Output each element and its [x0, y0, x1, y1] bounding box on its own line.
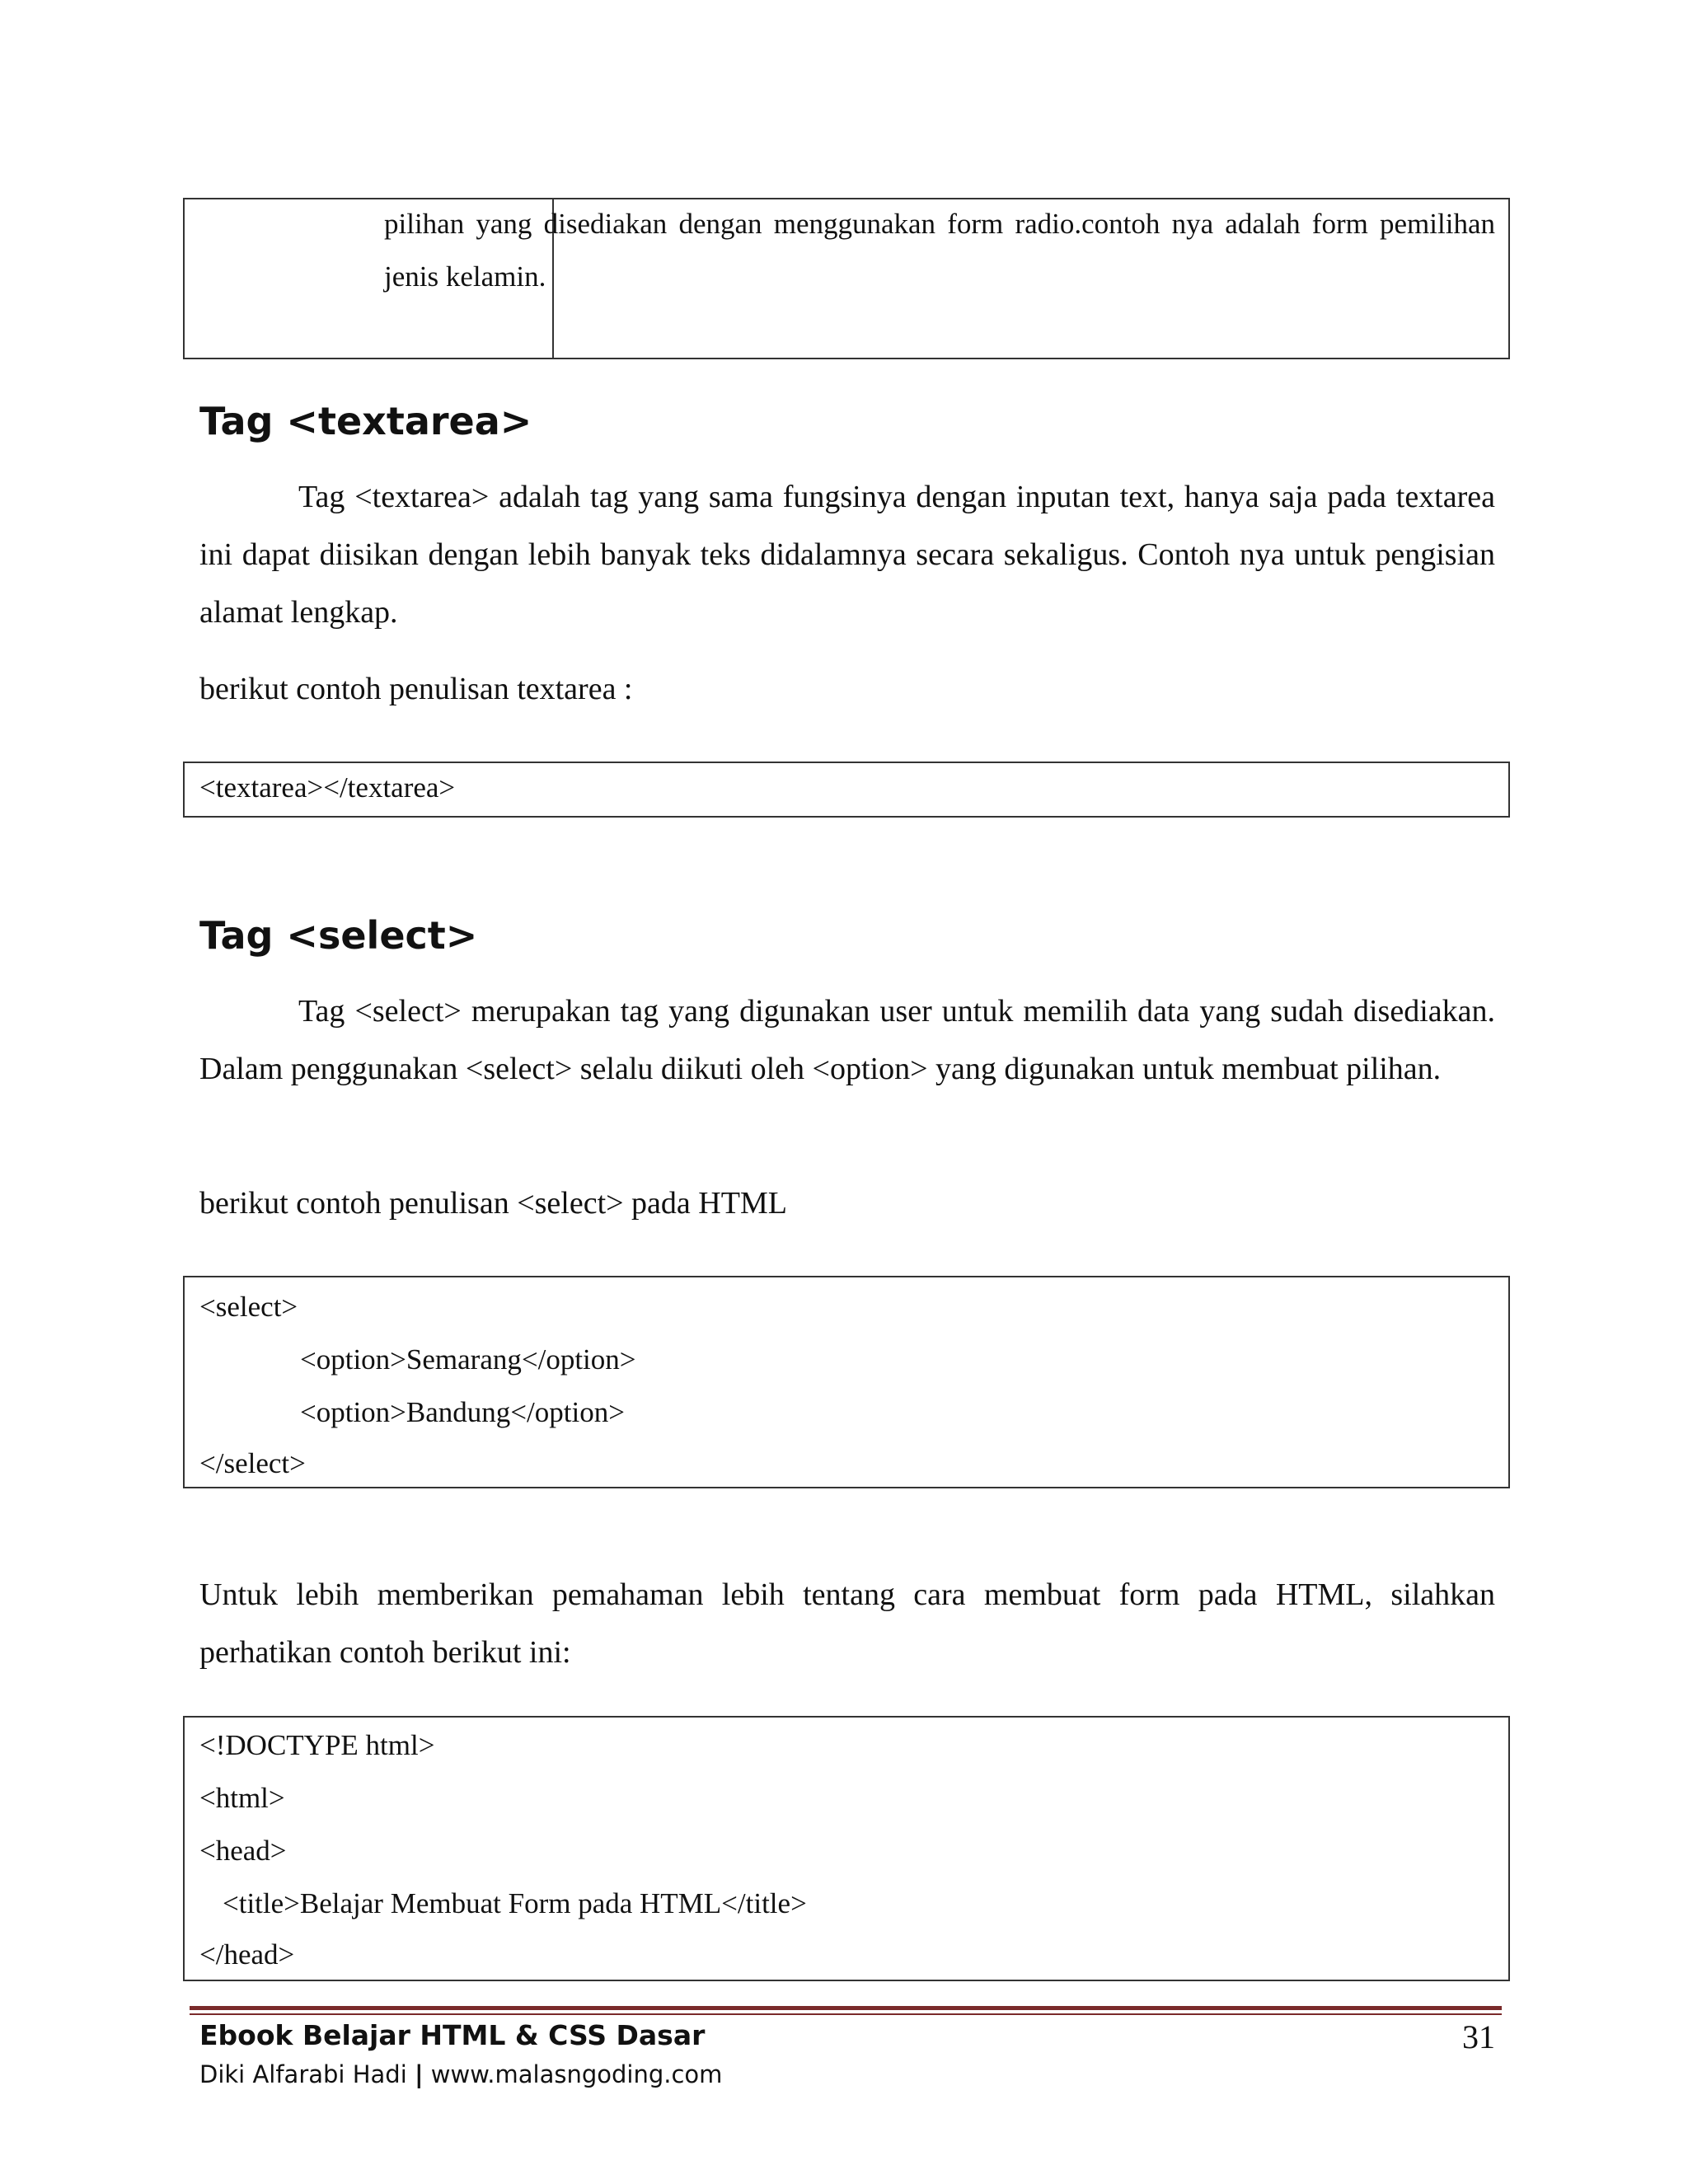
code-line: <select>	[199, 1291, 298, 1323]
form-paragraph: Untuk lebih memberikan pemahaman lebih tentang cara membuat form pada HTML, silahkan perhatikan contoh berikut ini:	[199, 1577, 1495, 1670]
table-cell-text: pilihan yang disediakan dengan menggunakan form radio.contoh nya adalah form pemilihan jenis kelamin.	[384, 208, 1495, 293]
textarea-heading: Tag <textarea>	[199, 399, 532, 443]
form-code-box	[183, 1716, 1510, 1981]
footer-author-line	[199, 2060, 722, 2088]
select-code-box	[183, 1276, 1510, 1488]
textarea-paragraph: Tag <textarea> adalah tag yang sama fungsinya dengan inputan text, hanya saja pada textarea ini dapat diisikan dengan lebih banyak teks didalamnya secara sekaligus. Contoh nya untuk pengisian alamat lengkap.	[199, 480, 1495, 630]
footer-rule	[190, 2006, 1502, 2010]
footer-website: www.malasngoding.com	[430, 2060, 723, 2088]
code-line: <option>Bandung</option>	[300, 1396, 625, 1428]
code-line: <head>	[199, 1835, 287, 1867]
footer-separator: |	[414, 2060, 424, 2088]
code-line: <title>Belajar Membuat Form pada HTML</title>	[223, 1887, 807, 1919]
select-example-intro: berikut contoh penulisan <select> pada HTML	[199, 1186, 787, 1221]
code-line: <textarea></textarea>	[199, 771, 456, 804]
page-number: 31	[1462, 2018, 1495, 2055]
code-line: <option>Semarang</option>	[300, 1343, 636, 1376]
select-heading: Tag <select>	[199, 913, 478, 958]
code-line: <html>	[199, 1782, 285, 1814]
code-line: </head>	[199, 1938, 295, 1971]
code-line: </select>	[199, 1447, 306, 1479]
footer-book-title: Ebook Belajar HTML & CSS Dasar	[199, 2019, 706, 2051]
textarea-example-intro: berikut contoh penulisan textarea :	[199, 672, 633, 706]
footer-rule-thin	[190, 2013, 1502, 2015]
footer-author: Diki Alfarabi Hadi	[199, 2060, 407, 2088]
select-paragraph: Tag <select> merupakan tag yang digunakan user untuk memilih data yang sudah disediakan. Dalam penggunakan <select> selalu diikuti oleh <option> yang digunakan untuk membuat pilihan.	[199, 994, 1495, 1086]
textarea-code-box	[183, 762, 1510, 818]
code-line: <!DOCTYPE html>	[199, 1729, 435, 1761]
